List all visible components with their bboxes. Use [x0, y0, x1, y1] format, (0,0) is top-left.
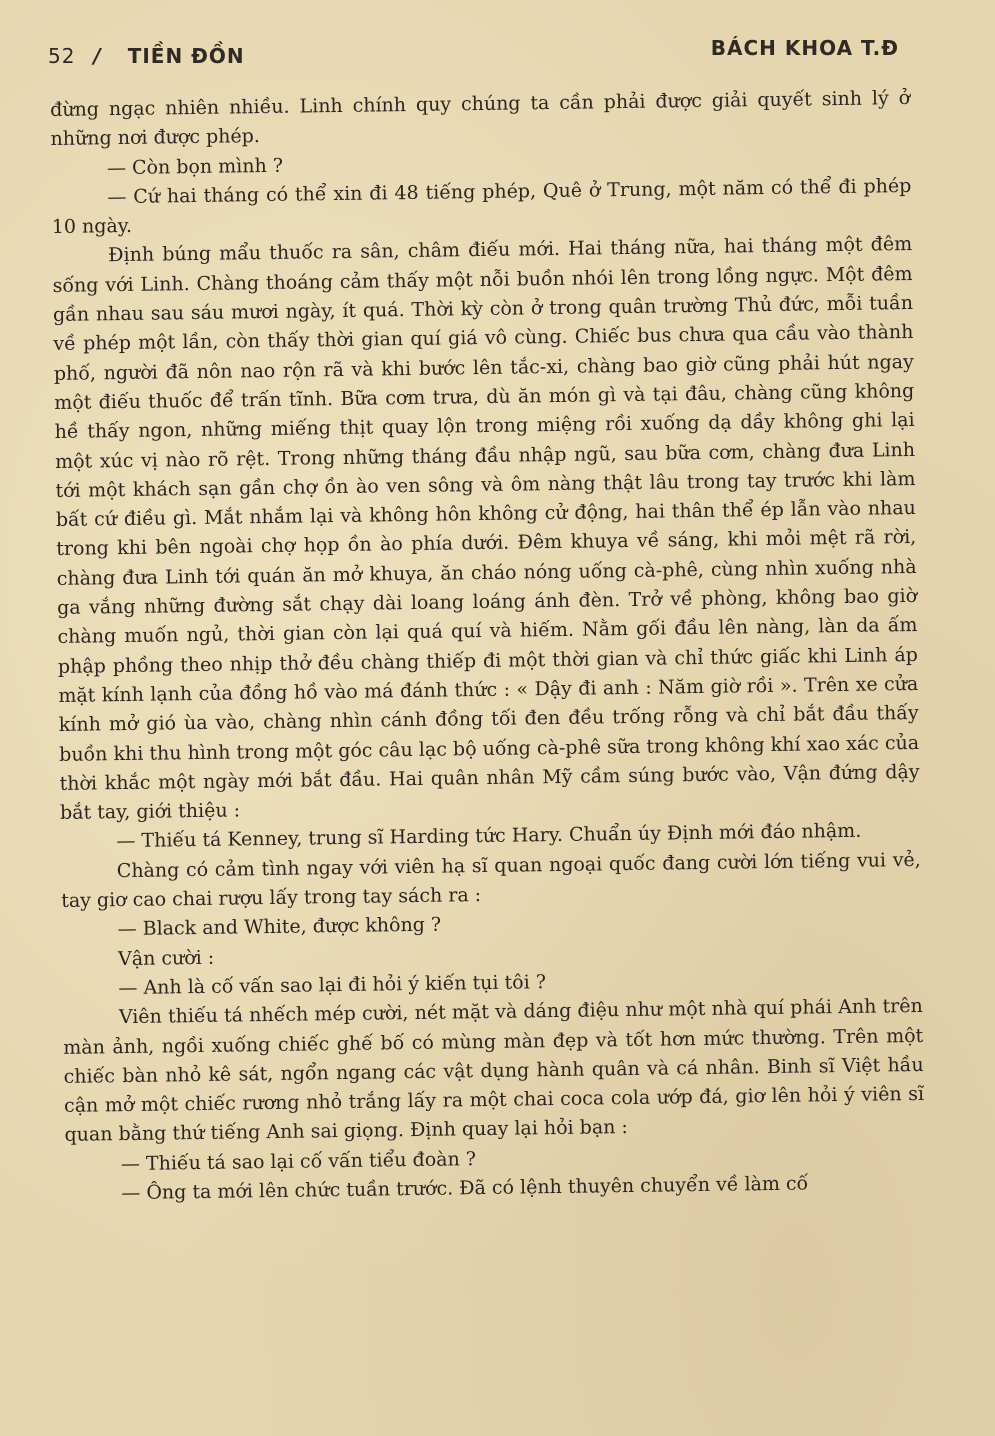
body-text	[50, 84, 925, 1209]
paragraph: — Anh là cố vấn sao lại đi hỏi ý kiến tụi tôi ?	[118, 971, 547, 1000]
paragraph: — Black and White, được không ?	[117, 913, 442, 941]
magazine-title: BÁCH KHOA T.Đ	[710, 36, 899, 60]
paragraph: Chàng có cảm tình ngay với viên hạ sĩ quan ngoại quốc đang cười lớn tiếng vui vẻ, tay giơ cao chai rượu lấy trong tay sách ra :	[61, 848, 921, 912]
section-title: TIỀN ĐỒN	[127, 44, 245, 68]
paragraph: — Thiếu tá Kenney, trung sĩ Harding tức Hary. Chuẩn úy Định mới đáo nhậm.	[116, 820, 862, 853]
paragraph: đừng ngạc nhiên nhiều. Linh chính quy chúng ta cần phải được giải quyết sinh lý ở những nơi được phép.	[50, 86, 911, 151]
paragraph: Viên thiếu tá nhếch mép cười, nét mặt và dáng điệu như một nhà quí phái Anh trên màn ảnh, ngồi xuống chiếc ghế bố có mùng màn đẹp và tốt hơn mức thường. Trên một chiếc bàn nhỏ kê sát, ngổn ngang các vật dụng hành quân và cá nhân. Binh sĩ Việt hầu cận mở một chiếc rương nhỏ trắng lấy ra một chai coca cola ướp đá, giơ lên hỏi ý viên sĩ quan bằng thứ tiếng Anh sai giọng. Định quay lại hỏi bạn :	[63, 995, 925, 1147]
page-number: 52	[48, 44, 76, 68]
paragraph: — Còn bọn mình ?	[106, 154, 284, 179]
paragraph: — Cứ hai tháng có thể xin đi 48 tiếng phép, Quê ở Trung, một năm có thể đi phép 10 ngày.	[51, 174, 912, 239]
header-separator: /	[93, 44, 102, 68]
paragraph: Định búng mẩu thuốc ra sân, châm điếu mới. Hai tháng nữa, hai tháng một đêm sống với Linh. Chàng thoáng cảm thấy một nỗi buồn nhói lên trong lồng ngực. Một đêm gần nhau sau sáu mươi ngày, ít quá. Thời kỳ còn ở trong quân trường Thủ đức, mỗi tuần về phép một lần, còn thấy thời gian quí giá vô cùng. Chiếc bus chưa qua cầu vào thành phố, người đã nôn nao rộn rã và khi bước lên tắc-xi, chàng bao giờ cũng phải hút ngay một điếu thuốc để trấn tĩnh. Bữa cơm trưa, dù ăn món gì và tại đâu, chàng cũng không hề thấy ngon, những miếng thịt quay lộn trong miệng rồi xuống dạ dầy không ghi lại một xúc vị nào rõ rệt. Trong những tháng đầu nhập ngũ, sau bữa cơm, chàng đưa Linh tới một khách sạn gần chợ ồn ào ven sông và ôm nàng thật lâu trong tay trước khi làm bất cứ điều gì. Mắt nhắm lại và không hôn không cử động, hai thân thể ép lẫn vào nhau trong khi bên ngoài chợ họp ồn ào phía dưới. Đêm khuya về sáng, khi mỏi mệt rã rời, chàng đưa Linh tới quán ăn mở khuya, ăn cháo nóng uống cà-phê, cùng nhìn xuống nhà ga vắng những đường sắt chạy dài loang loáng ánh đèn. Trở về phòng, không bao giờ chàng muốn ngủ, thời gian còn lại quá quí và hiếm. Nằm gối đầu lên nàng, làn da ấm phập phồng theo nhịp thở đều chàng thiếp đi một thời gian và chỉ thức giấc khi Linh áp mặt kính lạnh của đồng hồ vào má đánh thức : « Dậy đi anh : Năm giờ rồi ». Trên xe cửa kính mở gió ùa vào, chàng nhìn cánh đồng tối đen đều trống rỗng và chỉ bắt đầu thấy buồn khi thu hình trong một góc câu lạc bộ uống cà-phê sữa trong không khí xao xác của thời khắc một ngày mới bắt đầu. Hai quân nhân Mỹ cầm súng bước vào, Vận đứng dậy bắt tay, giới thiệu :	[52, 233, 920, 825]
paragraph: — Ông ta mới lên chức tuần trước. Đã có lệnh thuyên chuyển về làm cố	[121, 1172, 809, 1205]
paragraph: — Thiếu tá sao lại cố vấn tiểu đoàn ?	[120, 1147, 477, 1175]
page-header	[48, 36, 899, 76]
paragraph: Vận cười :	[117, 946, 215, 970]
header-left	[48, 44, 245, 68]
